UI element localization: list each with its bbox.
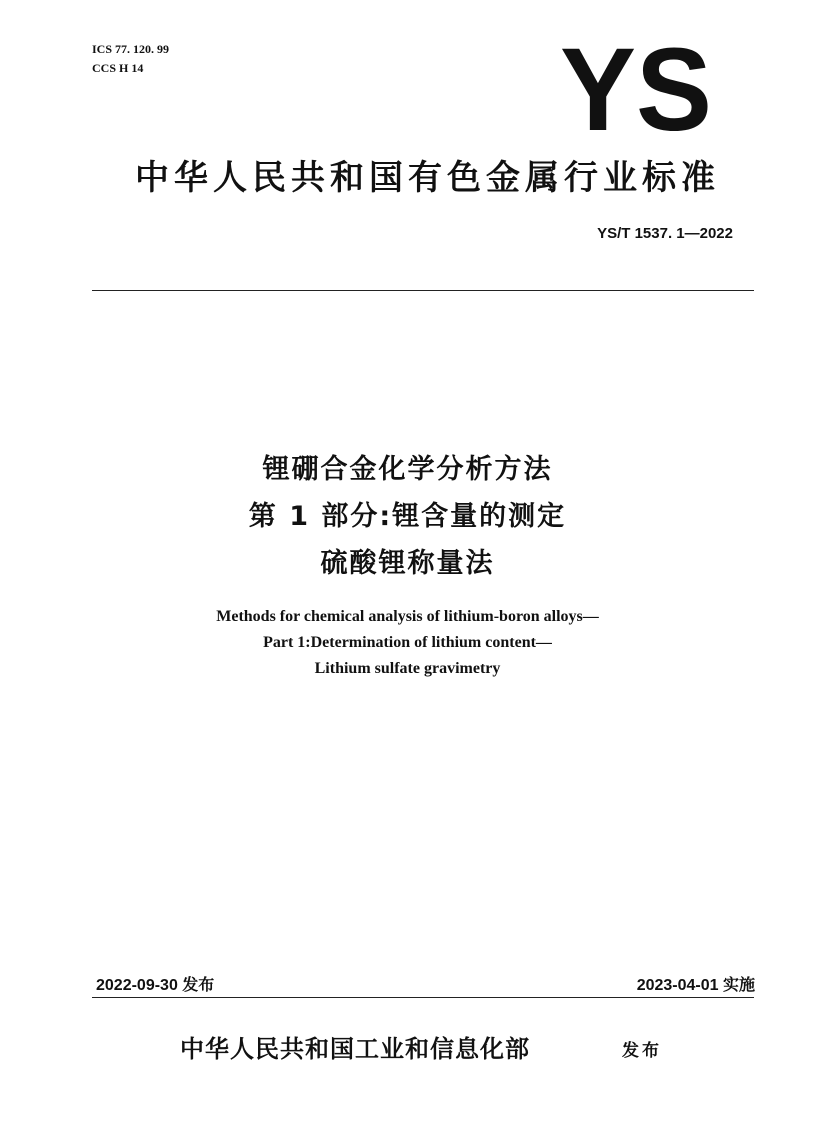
english-title-line-2: Part 1:Determination of lithium content— — [263, 634, 552, 651]
standard-category-title: 中华人民共和国有色金属行业标准 — [135, 158, 720, 198]
ys-logo — [556, 42, 716, 136]
ics-code: ICS 77. 120. 99 — [92, 42, 170, 56]
issue-date: 2022-09-30 发布 — [96, 977, 215, 994]
chinese-title-line-2: 第 1 部分:锂含量的测定 — [248, 501, 567, 532]
chinese-title-line-1: 锂硼合金化学分析方法 — [262, 454, 553, 485]
chinese-title-line-3: 硫酸锂称量法 — [320, 548, 495, 579]
ccs-code: CCS H 14 — [92, 61, 144, 75]
classification-codes — [92, 40, 169, 78]
english-title — [0, 604, 815, 682]
logo-text: YS — [560, 42, 712, 136]
english-title-line-3: Lithium sulfate gravimetry — [314, 660, 501, 677]
bottom-divider — [92, 997, 754, 998]
publisher-name: 中华人民共和国工业和信息化部 — [180, 1034, 530, 1063]
implementation-date: 2023-04-01 实施 — [636, 977, 755, 994]
publish-label: 发布 — [622, 1041, 662, 1061]
top-divider — [92, 290, 754, 291]
chinese-title — [0, 446, 815, 587]
english-title-line-1: Methods for chemical analysis of lithium-boron alloys— — [216, 608, 599, 625]
standard-number: YS/T 1537. 1—2022 — [597, 225, 733, 242]
